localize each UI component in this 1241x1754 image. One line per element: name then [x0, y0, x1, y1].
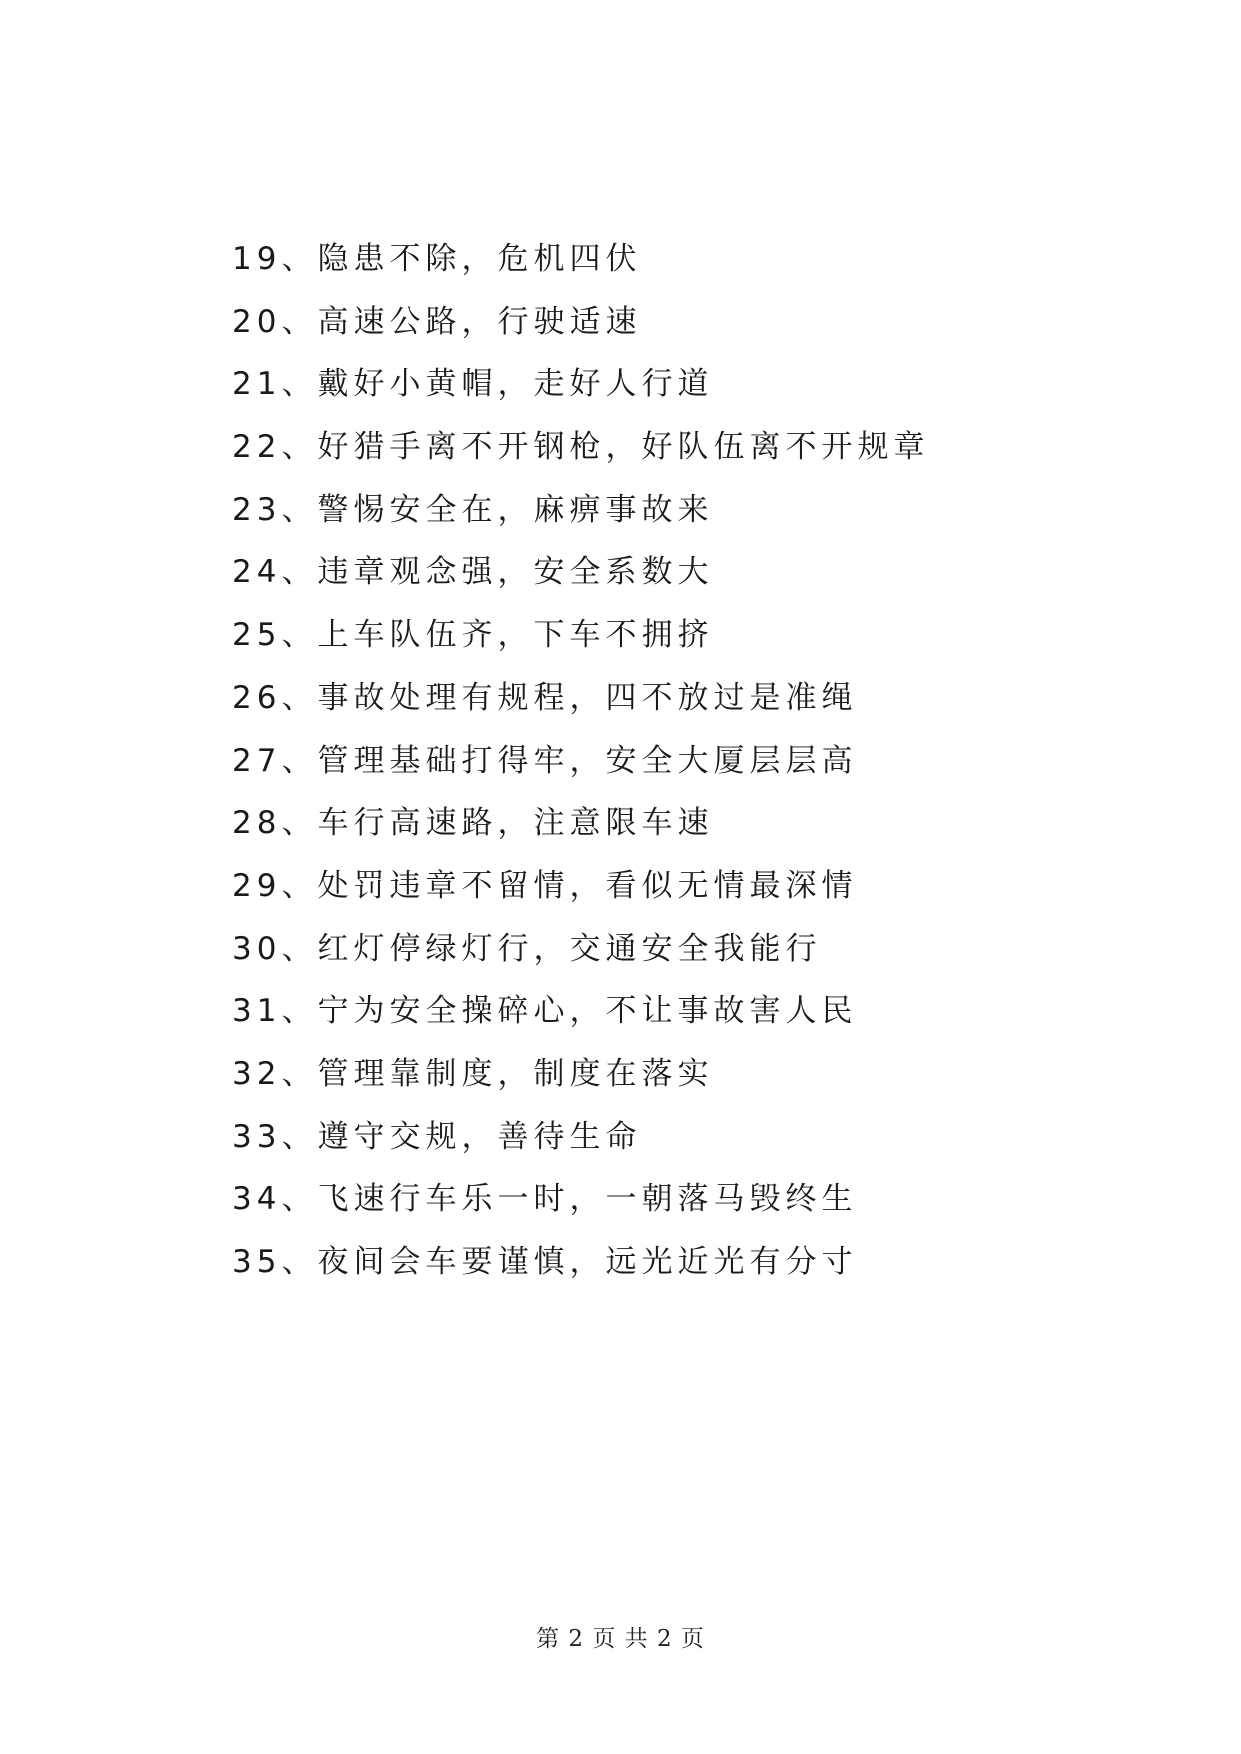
slogan-item: 32、管理靠制度，制度在落实 [232, 1055, 714, 1092]
page-number: 第 2 页 共 2 页 [536, 1626, 705, 1652]
slogan-item: 19、隐患不除，危机四伏 [232, 241, 642, 277]
slogan-item: 34、飞速行车乐一时，一朝落马毁终生 [232, 1181, 858, 1218]
slogan-list [232, 228, 929, 1294]
slogan-item: 30、红灯停绿灯行，交通安全我能行 [232, 930, 822, 967]
slogan-item: 20、高速公路，行驶适速 [232, 303, 642, 340]
slogan-item: 35、夜间会车要谨慎，远光近光有分寸 [232, 1244, 858, 1280]
slogan-item: 28、车行高速路，注意限车速 [232, 805, 714, 842]
slogan-item: 27、管理基础打得牢，安全大厦层层高 [232, 742, 858, 779]
page-footer [0, 1620, 1241, 1653]
slogan-item: 22、好猎手离不开钢枪，好队伍离不开规章 [232, 429, 930, 466]
slogan-item: 23、警惕安全在，麻痹事故来 [232, 491, 714, 528]
slogan-item: 31、宁为安全操碎心，不让事故害人民 [232, 993, 858, 1030]
slogan-item: 29、处罚违章不留情，看似无情最深情 [232, 867, 858, 904]
slogan-item: 24、违章观念强，安全系数大 [232, 554, 714, 591]
slogan-item: 25、上车队伍齐，下车不拥挤 [232, 617, 714, 654]
slogan-item: 33、遵守交规，善待生命 [232, 1118, 642, 1155]
slogan-item: 21、戴好小黄帽，走好人行道 [232, 366, 714, 403]
slogan-item: 26、事故处理有规程，四不放过是准绳 [232, 679, 858, 716]
